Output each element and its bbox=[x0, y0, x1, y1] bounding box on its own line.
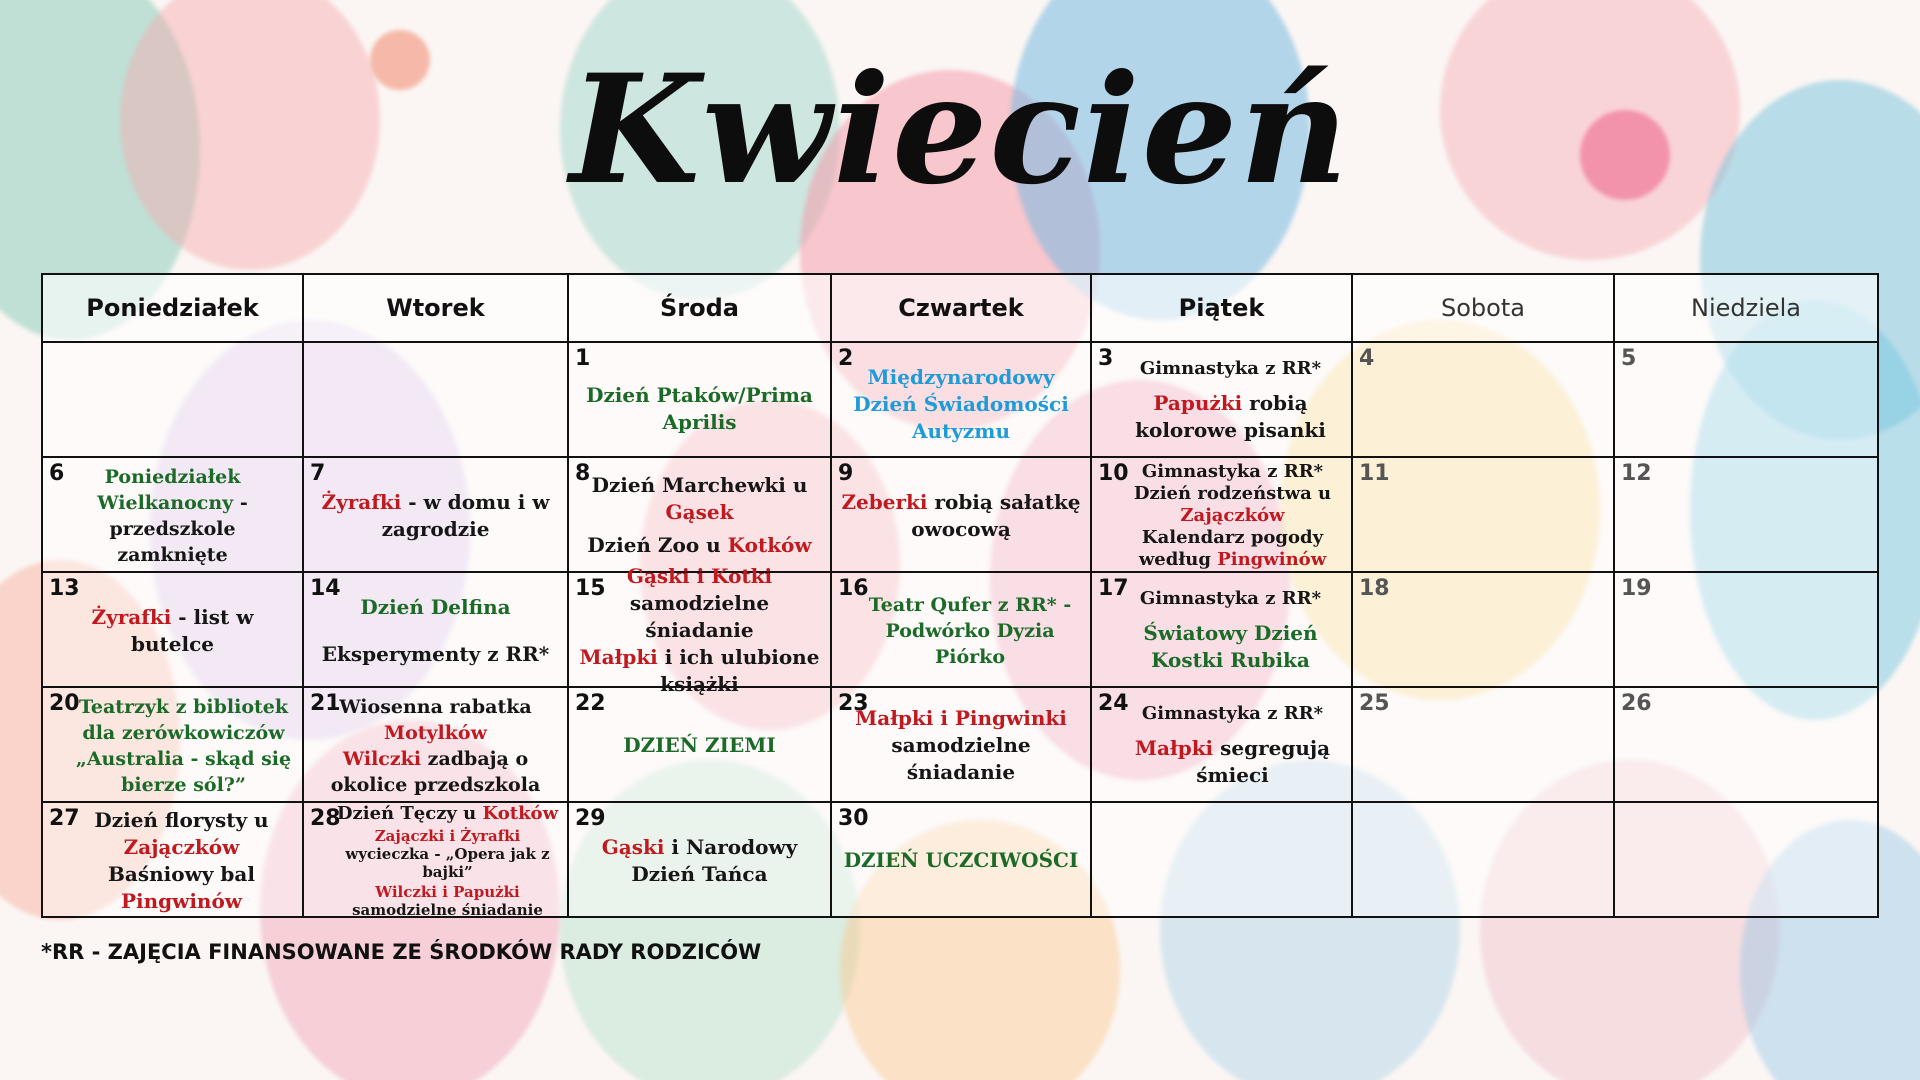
day-number: 26 bbox=[1621, 691, 1652, 716]
day-number: 1 bbox=[575, 346, 591, 371]
weekday-header-row bbox=[42, 274, 1878, 342]
group-name: Wilczki bbox=[342, 747, 422, 770]
header-wednesday: Środa bbox=[568, 274, 831, 342]
day-cell-17 bbox=[1091, 572, 1352, 687]
day-cell-15 bbox=[568, 564, 831, 696]
group-name: Gąski bbox=[601, 834, 665, 859]
event-text: Eksperymenty z RR* bbox=[321, 641, 550, 666]
day-cell-11 bbox=[1352, 457, 1614, 572]
day-number: 6 bbox=[49, 461, 65, 486]
event-text: samodzielne śniadanie bbox=[352, 900, 543, 919]
day-cell-2 bbox=[831, 342, 1091, 457]
event-text: - przedszkole zamknięte bbox=[109, 491, 248, 566]
event-text: robią sałatkę owocową bbox=[911, 489, 1081, 541]
event-text: DZIEŃ ZIEMI bbox=[623, 733, 776, 757]
day-number: 5 bbox=[1621, 346, 1637, 371]
event-text: samodzielne śniadanie bbox=[891, 733, 1031, 784]
day-cell-19 bbox=[1614, 572, 1878, 687]
day-cell-12 bbox=[1614, 457, 1878, 572]
day-cell-26 bbox=[1614, 687, 1878, 802]
day-number: 14 bbox=[310, 576, 341, 601]
event-text: Gimnastyka z RR* bbox=[1141, 702, 1324, 724]
day-number: 3 bbox=[1098, 346, 1114, 371]
group-name: Zajączków bbox=[123, 834, 240, 859]
event-text: Kalendarz pogody według bbox=[1138, 526, 1324, 570]
day-number: 17 bbox=[1098, 576, 1129, 601]
day-number: 24 bbox=[1098, 691, 1129, 716]
day-number: 8 bbox=[575, 461, 591, 486]
day-number: 27 bbox=[49, 806, 80, 831]
day-cell-23 bbox=[831, 687, 1091, 802]
day-cell-1 bbox=[568, 342, 831, 457]
day-cell-8 bbox=[568, 457, 831, 572]
day-cell-25 bbox=[1352, 687, 1614, 802]
day-cell-22 bbox=[568, 687, 831, 802]
day-cell-empty bbox=[1614, 802, 1878, 917]
event-text: - w domu i w zagrodzie bbox=[381, 489, 550, 541]
event-text: Dzień Delfina bbox=[360, 594, 511, 619]
day-number: 15 bbox=[575, 576, 606, 601]
event-text: Dzień rodzeństwa u bbox=[1133, 482, 1332, 504]
day-number: 22 bbox=[575, 691, 606, 716]
event-text: Dzień Tęczy u bbox=[336, 802, 483, 824]
day-number: 11 bbox=[1359, 461, 1390, 486]
event-text: wycieczka - „Opera jak z bajki” bbox=[345, 844, 550, 881]
event-text: Światowy Dzień Kostki Rubika bbox=[1143, 620, 1318, 672]
group-name: Papużki bbox=[1153, 390, 1243, 415]
day-number: 30 bbox=[838, 806, 869, 831]
group-name: Kotków bbox=[482, 802, 559, 824]
day-number: 20 bbox=[49, 691, 80, 716]
group-name: Małpki bbox=[579, 645, 658, 669]
footnote: *RR - ZAJĘCIA FINANSOWANE ZE ŚRODKÓW RADY RODZICÓW bbox=[41, 940, 762, 964]
day-number: 28 bbox=[310, 806, 341, 831]
day-number: 13 bbox=[49, 576, 80, 601]
header-sunday: Niedziela bbox=[1614, 274, 1878, 342]
header-friday: Piątek bbox=[1091, 274, 1352, 342]
group-name: Gąsek bbox=[665, 500, 734, 524]
day-number: 23 bbox=[838, 691, 869, 716]
day-cell-24 bbox=[1091, 687, 1352, 802]
group-name: Małpki bbox=[1134, 735, 1214, 760]
day-cell-20 bbox=[42, 687, 303, 802]
event-text: Teatrzyk z bibliotek dla zerówkowiczów „Australia - skąd się bierze sól?” bbox=[75, 695, 292, 796]
event-text: samodzielne śniadanie bbox=[629, 591, 770, 642]
event-text: Poniedziałek Wielkanocny bbox=[97, 465, 241, 514]
day-cell-18 bbox=[1352, 572, 1614, 687]
day-cell-21 bbox=[303, 687, 568, 802]
day-cell-10 bbox=[1091, 457, 1352, 572]
day-cell-13 bbox=[42, 572, 303, 687]
page-title: Kwiecień bbox=[569, 42, 1351, 218]
event-text: Dzień florysty u bbox=[94, 807, 269, 832]
group-name: Małpki i Pingwinki bbox=[855, 706, 1067, 730]
week-row bbox=[42, 572, 1878, 687]
event-text: - list w butelce bbox=[131, 604, 254, 656]
day-number: 4 bbox=[1359, 346, 1375, 371]
day-cell-empty bbox=[1091, 802, 1352, 917]
event-text: i Narodowy Dzień Tańca bbox=[631, 834, 798, 886]
day-number: 21 bbox=[310, 691, 341, 716]
event-text: Dzień Marchewki u bbox=[591, 473, 808, 497]
day-number: 16 bbox=[838, 576, 869, 601]
group-name: Gąski i Kotki bbox=[626, 564, 773, 588]
day-number: 18 bbox=[1359, 576, 1390, 601]
event-text: Gimnastyka z RR* bbox=[1139, 357, 1322, 379]
day-number: 2 bbox=[838, 346, 854, 371]
day-number: 9 bbox=[838, 461, 854, 486]
event-text: DZIEŃ UCZCIWOŚCI bbox=[843, 848, 1079, 872]
event-text: Teatr Qufer z RR* - Podwórko Dyzia Piórko bbox=[868, 593, 1072, 668]
day-number: 10 bbox=[1098, 461, 1129, 486]
group-name: Żyrafki bbox=[91, 604, 172, 629]
event-text: Gimnastyka z RR* bbox=[1141, 460, 1324, 482]
day-cell-empty bbox=[303, 342, 568, 457]
day-cell-7 bbox=[303, 457, 568, 572]
day-cell-6 bbox=[42, 457, 303, 572]
group-name: Motylków bbox=[384, 721, 487, 744]
header-monday: Poniedziałek bbox=[42, 274, 303, 342]
header-thursday: Czwartek bbox=[831, 274, 1091, 342]
group-name: Żyrafki bbox=[321, 489, 402, 514]
day-cell-empty bbox=[1352, 802, 1614, 917]
day-number: 12 bbox=[1621, 461, 1652, 486]
event-text: Gimnastyka z RR* bbox=[1139, 587, 1322, 609]
day-cell-27 bbox=[42, 802, 303, 917]
event-text: Baśniowy bal bbox=[108, 861, 255, 886]
group-name: Pingwinów bbox=[1217, 548, 1327, 570]
day-cell-14 bbox=[303, 572, 568, 687]
event-text: robią kolorowe pisanki bbox=[1135, 390, 1326, 442]
group-name: Kotków bbox=[727, 533, 812, 557]
week-row bbox=[42, 687, 1878, 802]
week-row bbox=[42, 342, 1878, 457]
event-text: i ich ulubione książki bbox=[657, 645, 820, 696]
day-number: 7 bbox=[310, 461, 326, 486]
event-text: Międzynarodowy Dzień Świadomości Autyzmu bbox=[853, 365, 1069, 443]
day-number: 29 bbox=[575, 806, 606, 831]
day-cell-9 bbox=[831, 457, 1091, 572]
day-number: 25 bbox=[1359, 691, 1390, 716]
group-name: Wilczki i Papużki bbox=[375, 882, 520, 901]
week-row bbox=[42, 457, 1878, 572]
group-name: Zajączki i Żyrafki bbox=[374, 826, 521, 845]
header-tuesday: Wtorek bbox=[303, 274, 568, 342]
event-text: Dzień Ptaków/Prima Aprilis bbox=[586, 382, 813, 434]
day-number: 19 bbox=[1621, 576, 1652, 601]
day-cell-29 bbox=[568, 802, 831, 917]
day-cell-16 bbox=[831, 572, 1091, 687]
event-text: zadbają o okolice przedszkola bbox=[330, 747, 541, 796]
day-cell-30 bbox=[831, 802, 1091, 917]
day-cell-empty bbox=[42, 342, 303, 457]
group-name: Zeberki bbox=[841, 489, 928, 514]
day-cell-5 bbox=[1614, 342, 1878, 457]
event-text: Wiosenna rabatka bbox=[339, 695, 532, 718]
header-saturday: Sobota bbox=[1352, 274, 1614, 342]
day-cell-4 bbox=[1352, 342, 1614, 457]
calendar-table bbox=[41, 273, 1879, 918]
week-row bbox=[42, 802, 1878, 917]
group-name: Zajączków bbox=[1180, 504, 1285, 526]
day-cell-28 bbox=[303, 802, 568, 917]
event-text: segregują śmieci bbox=[1196, 735, 1331, 787]
event-text: Dzień Zoo u bbox=[587, 533, 728, 557]
day-cell-3 bbox=[1091, 342, 1352, 457]
group-name: Pingwinów bbox=[120, 888, 243, 913]
